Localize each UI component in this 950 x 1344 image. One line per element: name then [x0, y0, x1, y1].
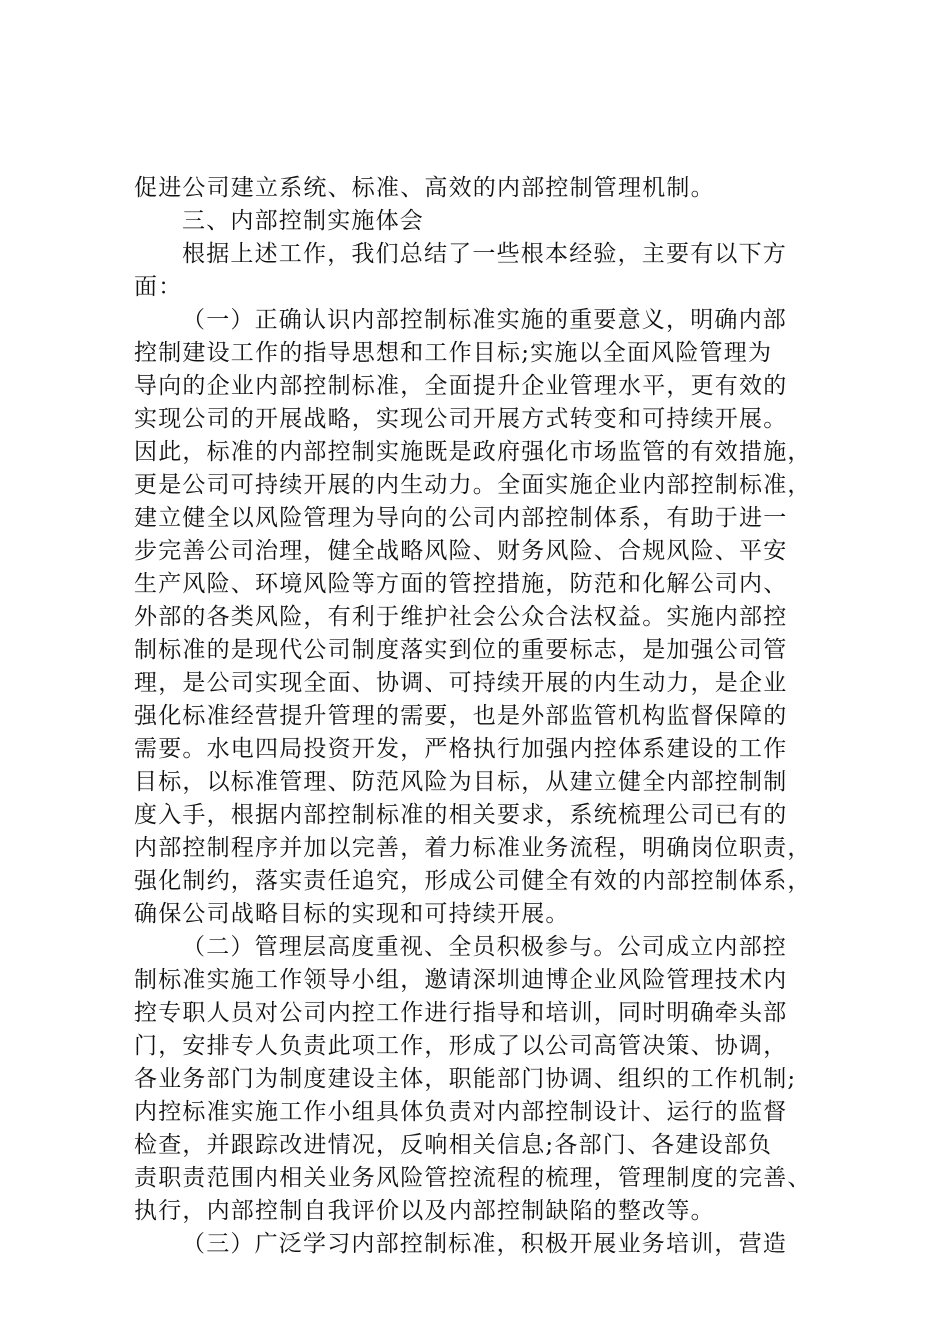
text-line: 强化标准经营提升管理的需要，也是外部监管机构监督保障的 [134, 703, 788, 729]
text-line: 控制建设工作的指导思想和工作目标;实施以全面风险管理为 [134, 340, 773, 366]
text-line: 需要。水电四局投资开发，严格执行加强内控体系建设的工作 [134, 736, 788, 762]
text-line: 强化制约，落实责任追究，形成公司健全有效的内部控制体系， [134, 868, 812, 894]
text-line: 面： [134, 274, 183, 300]
text-line: 理，是公司实现全面、协调、可持续开展的内生动力，是企业 [134, 670, 788, 696]
text-line: 责职责范围内相关业务风险管控流程的梳理，管理制度的完善、 [134, 1165, 812, 1191]
text-line: 度入手，根据内部控制标准的相关要求，系统梳理公司已有的 [134, 802, 788, 828]
text-line: 确保公司战略目标的实现和可持续开展。 [134, 901, 570, 927]
text-line: 促进公司建立系统、标准、高效的内部控制管理机制。 [134, 175, 715, 201]
text-line: 制标准实施工作领导小组，邀请深圳迪博企业风险管理技术内 [134, 967, 788, 993]
text-line: 内控标准实施工作小组具体负责对内部控制设计、运行的监督 [134, 1099, 788, 1125]
text-line: 各业务部门为制度建设主体，职能部门协调、组织的工作机制; [134, 1066, 797, 1092]
text-line: 根据上述工作，我们总结了一些根本经验，主要有以下方 [182, 241, 787, 267]
text-line: （二）管理层高度重视、全员积极参与。公司成立内部控 [182, 934, 787, 960]
text-line: 内部控制程序并加以完善，着力标准业务流程，明确岗位职责， [134, 835, 812, 861]
text-line: （三）广泛学习内部控制标准，积极开展业务培训，营造 [182, 1231, 787, 1257]
text-line: 建立健全以风险管理为导向的公司内部控制体系，有助于进一 [134, 505, 788, 531]
text-line: 更是公司可持续开展的内生动力。全面实施企业内部控制标准， [134, 472, 812, 498]
text-line: 制标准的是现代公司制度落实到位的重要标志，是加强公司管 [134, 637, 788, 663]
text-line: 执行，内部控制自我评价以及内部控制缺陷的整改等。 [134, 1198, 715, 1224]
text-line: 实现公司的开展战略，实现公司开展方式转变和可持续开展。 [134, 406, 788, 432]
text-line: 门，安排专人负责此项工作，形成了以公司高管决策、协调， [134, 1033, 788, 1059]
section-heading: 三、内部控制实施体会 [182, 208, 424, 234]
text-line: 导向的企业内部控制标准，全面提升企业管理水平，更有效的 [134, 373, 788, 399]
text-line: （一）正确认识内部控制标准实施的重要意义，明确内部 [182, 307, 787, 333]
text-line: 外部的各类风险，有利于维护社会公众合法权益。实施内部控 [134, 604, 788, 630]
text-line: 检查，并跟踪改进情况，反响相关信息;各部门、各建设部负 [134, 1132, 773, 1158]
text-line: 步完善公司治理，健全战略风险、财务风险、合规风险、平安 [134, 538, 788, 564]
text-line: 控专职人员对公司内控工作进行指导和培训，同时明确牵头部 [134, 1000, 788, 1026]
text-line: 目标，以标准管理、防范风险为目标，从建立健全内部控制制 [134, 769, 788, 795]
text-line: 因此，标准的内部控制实施既是政府强化市场监管的有效措施， [134, 439, 812, 465]
text-line: 生产风险、环境风险等方面的管控措施，防范和化解公司内、 [134, 571, 788, 597]
